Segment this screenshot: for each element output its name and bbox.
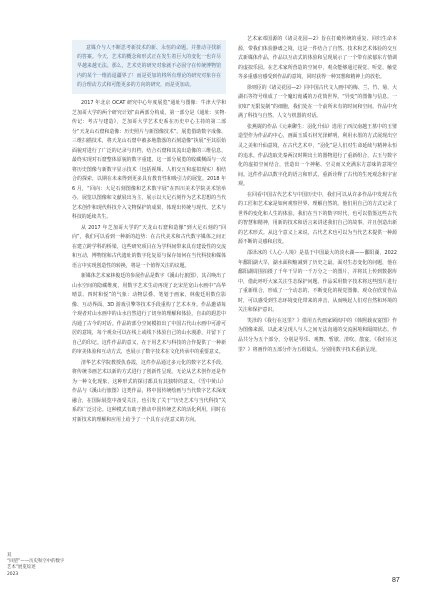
- paragraph: 张燕娓的作品《元素聊生：羽化升仙》选用了西汉南越王墓中的玉璧造型作为作品的中心，画面玉质石材光泽鲜明，利用水墨的方式展现出空灵之美和升仙意境，在古代艺术中，“羽化”是人们对生命延续与精神永恒的追求。作品选取先秦两汉时期出土的器物进行了重新组合，古玉与数字化的虚拟空间结合，营造出一个神秘、空灵而又充满东方意味的意境空间。这件作品以数字化的语言和形式，重新诠释了古代的生死观念和宇宙观。: [238, 123, 397, 188]
- running-title-line: 双: [7, 553, 12, 558]
- running-title: [7, 553, 65, 578]
- paragraph: 在回看中国古代艺术与中国历史中，我们可以从许多作品中发现古代的工匠和艺术家是如何观察世界、理解自然的。他们用自己的方式记录了世界的变化和人生的体验。我们在当下的数字时代，也可以借鉴这些古代的智慧和精神，用新的技术和语言来讲述我们自己的故事，并且创造出新的艺术形式。从这个意义上来说，古代艺术也可以为当代艺术提供一种源源不断的灵感和启发。: [238, 191, 397, 246]
- paragraph: 新媒体艺术家林俊廷的参展作品是数字《溪山行旅图》，其召唤出了山水空间的隐藏维度，用数字艺术生动再现了北宋范宽山水画中“高华晴景、四时和悦”的气象：动物层叠、笔划于画家，林俊廷用数位影像、互动界面、3D 游戏引擎等技术手段重构了艺术本身。作品邀请每个观者对山水画中的山水自然进行了切身的理解和体验，自由的遐思中沟通了古今的对话。作品的部分空间模拟出了中国古代山水画中可游可居的意境，每个观众可以在线上或线下体验自己的山水漫游，并留下了自己的印记。这件作品的意义，在于用艺术与科技的合作提供了一种新的审美体验和互动方式，也展示了数字技术在文化传承中的重要意义。: [72, 273, 226, 355]
- left-column: [72, 99, 226, 426]
- paragraph: 艺术家邓国源的《诸灵花园—2》旨在打破传统的重复、回归生命本源，带我们体验静谧之境，这是一件结合了自然、技术和艺术体验的交互式新媒体作品，作品以互动式的体验和呈现展示了一个带有浓郁东方情调的虚拟乐园。在艺术家所营造的空间中，观众能够通过视觉、听觉、触觉等多重感官感受到作品的意境，同时获得一种冥想和精神上的放松。: [238, 36, 397, 81]
- paragraph: 邵译冰的《人心·人境》是基于中国最大的淡水湖——鄱阳湖，2022 年鄱阳湖大旱，湖水面积缩减到了历史之最。面对生态变化的问题，他在鄱阳湖周围拍摄了千年干旱的一千万分之一的图片，并将其上传到数据库中，借此呼吁大家关注生态保护问题。作品采用数字技术将这些图片进行了重新组合，形成了一个动态的、不断变化的视觉图像，观众在欣赏作品时，可以感受到生态环境变化带来的冲击，从而唤起人们对自然和环境的关注和保护意识。: [238, 250, 397, 314]
- paragraph: 从 2017 年芝加哥大学的“天龙山石窟和造像”到大足石刻的“回向”，我们可以看到一种新的趋势：在古代美术和古代数字媒体之间正在建立跨学科的桥梁，这些研究项目在为学科间带来具有建设性的交流和互动，博物馆和古代遗址的数字化复原与保存如何在当代科技和媒体语言中实现创造性的转换，将是一个值得关注的议题。: [72, 224, 226, 269]
- running-title-line: “回望”——历史和空中的数字: [7, 559, 65, 565]
- running-title-year: 2023: [7, 571, 19, 577]
- page-number: 87: [392, 577, 400, 584]
- right-column: [238, 35, 397, 356]
- running-title-line: 艺术”展览综述: [7, 565, 36, 571]
- intro-text: 意媒介与人不断思考新技术的新、永恒的命题。并推动寻找新的答案。今天，艺术的概念和形式正在发生着巨大的变化一也许尽早越来越无法。那么，艺术史的研究对象就不必固守在传统博物馆内的某个一维消退疆界了！而是更加的将所有理论的研究对象存在的合理动方式和可能更多的方向的研究，而是更加动。: [77, 45, 221, 88]
- paragraph: 笑泽的《我行在这里？》借用五代画家顾闳中的《韩熙载夜宴图》作为图像来源，以此来呈现人与人之间无法沟通的交流困境和隔阂状态。作品共分为五个部分，分别是琴乐、观舞、暂歇、清吹、散宴。《我们在这里？》将画作的五部分作为五组镜头，分别用数字技术重新呈现。: [238, 317, 397, 353]
- paragraph: 清华艺术学院教授仇春霞，这件作品通过多元化的数字艺术手段，将传统书画艺术以新的方式进行了创新性呈现。无论从艺术创作还是作为一种文化现象，这种形式的探讨都具有其独特的意义。《雪中黄山》作品与《溪山行旅图》这类作品，将中国传统绘画与当代数字艺术深度融合，在国际展览中备受关注，也引发了关于“历史艺术与当代科技”关系的广泛讨论。这种模式有助于推动中国传统艺术的活化利用，同时在对新技术的理解和应用上给予了一个具有示范意义的方向。: [72, 359, 226, 423]
- paragraph: 2017 年北京 OCAT 研究中心年度展览“通址与图像：牛津大学和芝加哥大学的两个研究计划”由两部分构成，第一部分是《通址：实物·传记：考古与建造》，芝加哥大学艺术史系在历史中心主持的第二部分“天龙山石窟和造像：历史照片与新图像技术”。展览借助数字成像、三维扫描技术，将天龙山石窟中被多地散落的石刻造像“执展”至其原始面貌对进行了广泛的记录与归档，结合石窟和其流出造像的三维信息，最终实现对石窟整体原貌的数字重建。这一部分展览的收藏侧面与一次将历史图像与新数字显示技术（包括视频、人机交互和虚拟现实）相结合的探索，以期在未来得到更多具有教育性和吸引力的展览。2018 年 6 月，“回向：大足石刻图像和艺术数字展”在四川美术学院美术馆举办，展览以图像和文献展出为主，展示以大足石刻作为艺术思想的当代艺术创作和现代科技介入文物保护的成果，体现出传统与现代、艺术与科技的延续共生。: [72, 100, 226, 220]
- paragraph: 徐则臣的《诸灵花园—2》同中国古代文人画中的梅、兰、竹、菊，大湖石等符号组成了一个魔幻诡谲的万花筒世界。“异变”的图像与信息，一切如“无限复制”的细胞，我们处在一个前所未有的时间和空间。作品中充满了科技与自然、人文与机器的对话。: [238, 84, 397, 120]
- intro-highlight-box: [72, 40, 226, 94]
